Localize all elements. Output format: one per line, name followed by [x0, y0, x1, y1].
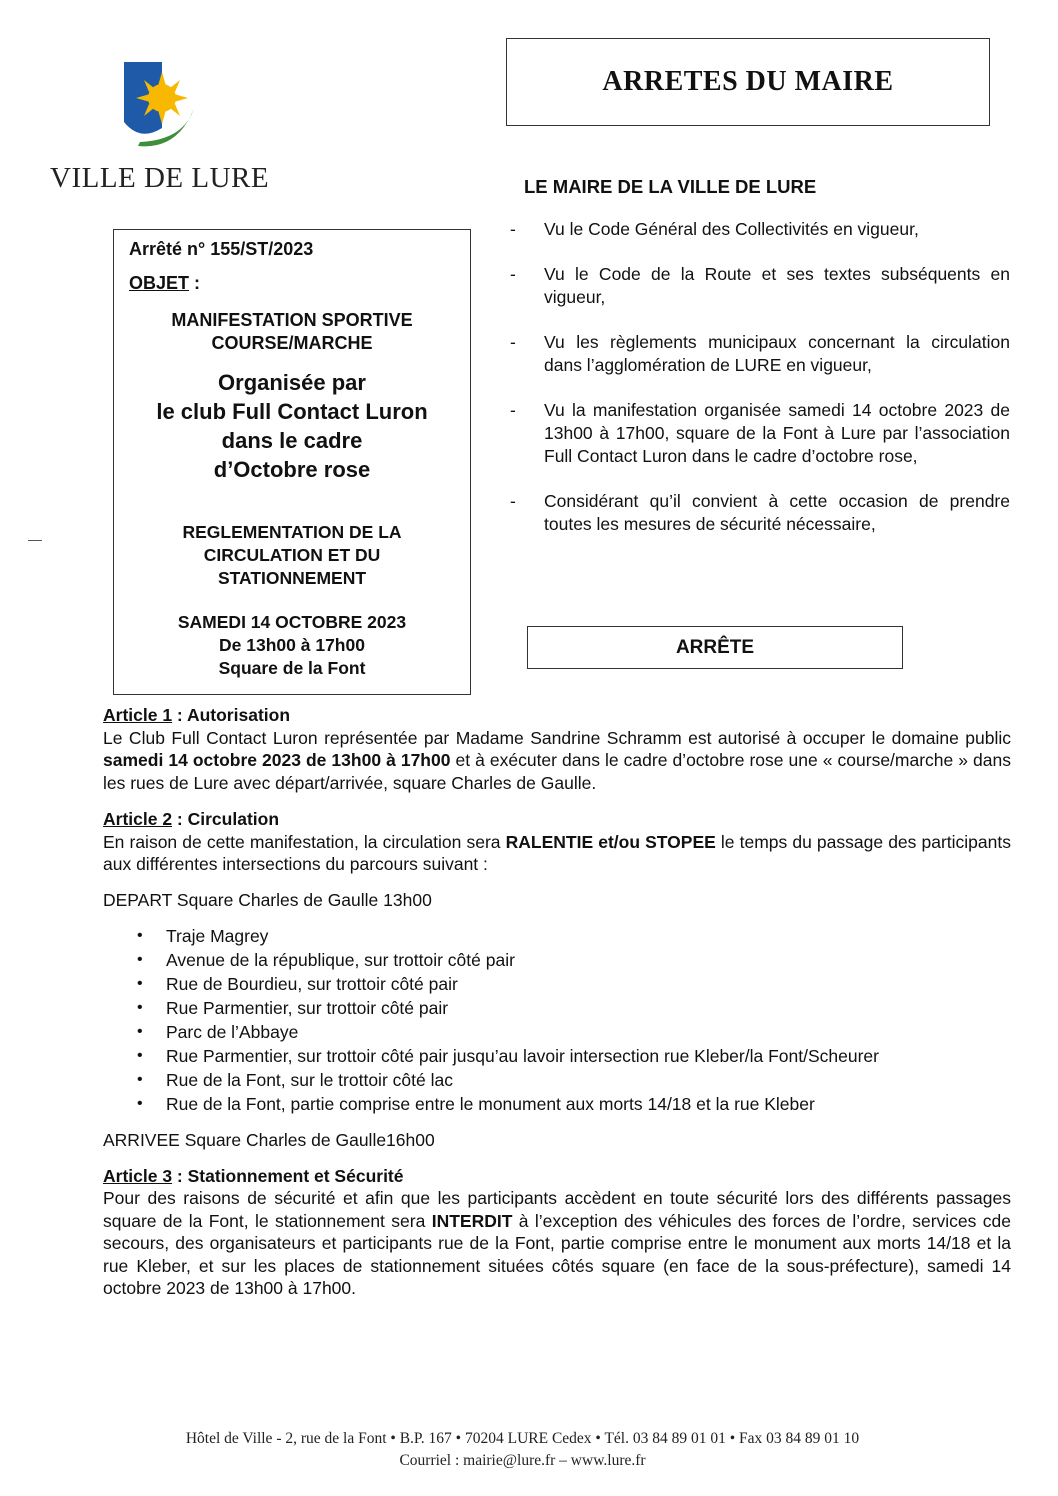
town-logo — [118, 58, 204, 154]
regulation-subject: REGLEMENTATION DE LA CIRCULATION ET DU STATIONNEMENT — [182, 522, 402, 588]
considerant-item: - Vu le Code Général des Collectivités en vigueur, — [508, 218, 1010, 241]
considerant-item: - Considérant qu’il convient à cette occasion de prendre toutes les mesures de sécurité nécessaire, — [508, 490, 1010, 536]
route-list — [103, 924, 1011, 1116]
article-1-text: Le Club Full Contact Luron représentée par Madame Sandrine Schramm est autorisé à occuper le domaine public samedi 14 octobre 2023 de 13h00 à 17h00 et à exécuter dans le cadre d’octobre rose une « course/marche » dans les rues de Lure avec départ/arrivée, square Charles de Gaulle. — [103, 727, 1011, 793]
route-departure: DEPART Square Charles de Gaulle 13h00 — [103, 889, 432, 910]
articles — [103, 704, 1011, 1300]
doc-title: ARRETES DU MAIRE — [602, 66, 894, 97]
arrete-number: Arrêté n° 155/ST/2023 — [129, 239, 314, 259]
arrete-box — [527, 626, 903, 669]
route-arrival: ARRIVEE Square Charles de Gaulle16h00 — [103, 1130, 435, 1150]
doc-title-box — [506, 38, 990, 126]
route-item: • Rue de Bourdieu, sur trottoir côté pair — [166, 972, 1011, 996]
event-type: MANIFESTATION SPORTIVE COURSE/MARCHE — [171, 310, 413, 353]
article-3-text: Pour des raisons de sécurité et afin que les participants accèdent en toute sécurité lors des différents passages square de la Font, le stationnement sera INTERDIT à l’exception des véhicules des forces de l’ordre, services cde secours, des organisateurs et participants rue de la Font, partie comprise entre le monument aux morts 14/18 et la rue Kleber, et sur les places de stationnement situées côtés square (en face de la sous-préfecture), samedi 14 octobre 2023 de 13h00 à 17h00. — [103, 1188, 1012, 1298]
article-2-text: En raison de cette manifestation, la circulation sera RALENTIE et/ou STOPEE le temps du passage des participants aux différentes intersections du parcours suivant : — [103, 831, 1011, 874]
article-3-heading: Article 3 : Stationnement et Sécurité — [103, 1165, 404, 1186]
article-1-heading: Article 1 : Autorisation — [103, 705, 291, 725]
objet-label: OBJET : — [129, 273, 201, 293]
route-item: • Rue de la Font, sur le trottoir côté lac — [166, 1068, 1011, 1092]
event-date: SAMEDI 14 OCTOBRE 2023 De 13h00 à 17h00 Square de la Font — [177, 612, 407, 678]
considerant-item: - Vu les règlements municipaux concernant la circulation dans l’agglomération de LURE en vigueur, — [508, 331, 1010, 377]
article-2-heading: Article 2 : Circulation — [103, 809, 280, 829]
considerant-item: - Vu le Code de la Route et ses textes subséquents en vigueur, — [508, 263, 1010, 309]
route-item: • Avenue de la république, sur trottoir côté pair — [166, 948, 1011, 972]
footer-address: Hôtel de Ville - 2, rue de la Font • B.P. 167 • 70204 LURE Cedex • Tél. 03 84 89 01 01 • Fax 03 84 89 01 10 — [185, 1430, 860, 1447]
arrete-label: ARRÊTE — [675, 636, 755, 658]
objet-box — [113, 229, 471, 695]
route-item: • Rue Parmentier, sur trottoir côté pair jusqu’au lavoir intersection rue Kleber/la Font/Scheurer — [166, 1044, 1011, 1068]
route-item: • Traje Magrey — [166, 924, 1011, 948]
considerant-item: - Vu la manifestation organisée samedi 14 octobre 2023 de 13h00 à 17h00, square de la Font à Lure par l’association Full Contact Luron dans le cadre d’octobre rose, — [508, 399, 1010, 468]
margin-mark — [28, 540, 42, 541]
issuer-heading: LE MAIRE DE LA VILLE DE LURE — [524, 176, 817, 197]
route-item: • Parc de l’Abbaye — [166, 1020, 1011, 1044]
route-item: • Rue Parmentier, sur trottoir côté pair — [166, 996, 1011, 1020]
town-name: VILLE DE LURE — [50, 162, 270, 194]
organizer: Organisée par le club Full Contact Luron dans le cadre d’Octobre rose — [156, 370, 428, 482]
route-item: • Rue de la Font, partie comprise entre le monument aux morts 14/18 et la rue Kleber — [166, 1092, 1011, 1116]
footer-contact: Courriel : mairie@lure.fr – www.lure.fr — [399, 1452, 646, 1469]
considerants-list — [508, 218, 1010, 558]
footer — [0, 1428, 1045, 1472]
